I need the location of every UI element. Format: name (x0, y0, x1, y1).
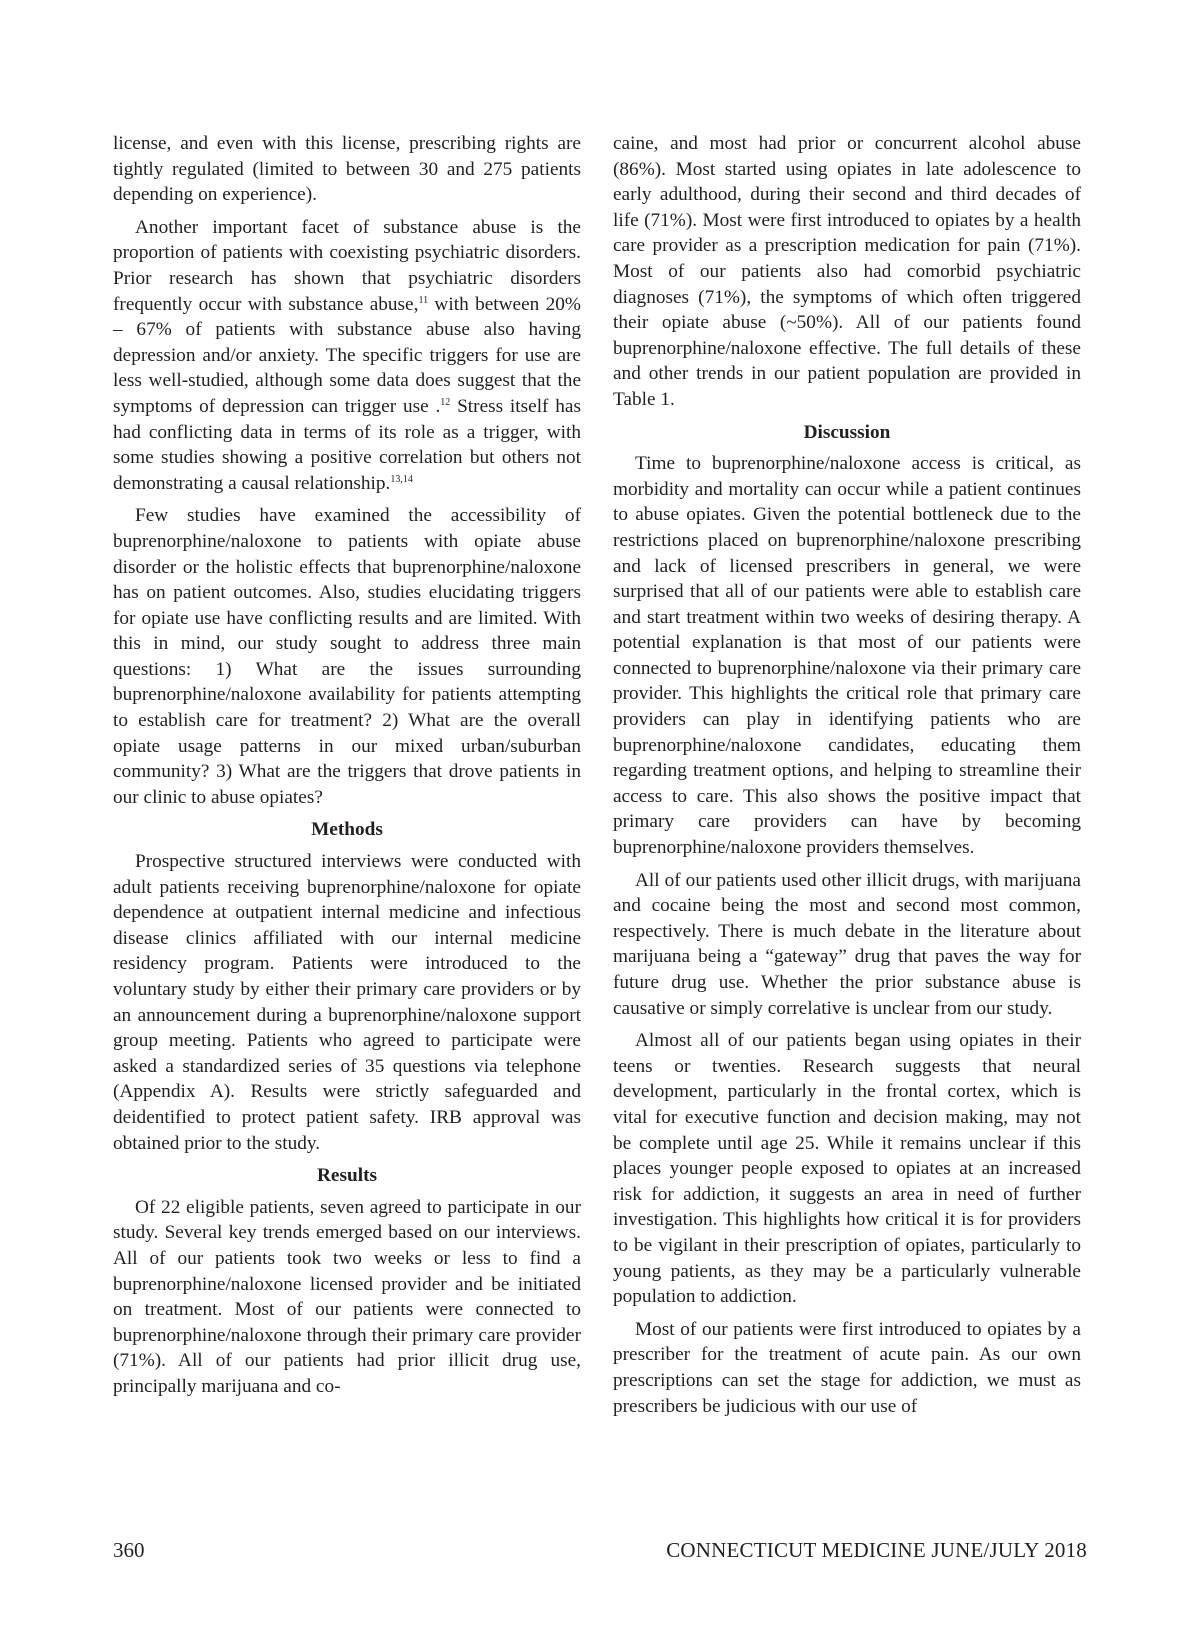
paragraph-illicit-drugs: All of our patients used other illicit drugs, with marijuana and cocaine being the most and second most common, respectively. There is much debate in the literature about marijuana being a “gateway” drug that paves the way for future drug use. Whether the prior substance abuse is causative or simply correlative is unclear from our study. (613, 869, 1081, 1019)
section-heading-results: Results (317, 1165, 377, 1187)
text-segment: with between 20% – 67% of patients with substance abuse also having depression and/or anxiety. The specific triggers for use are less well-studied, although some data does suggest that the symptoms of depression can trigger use . (113, 293, 581, 417)
page-number: 360 (113, 1538, 145, 1562)
text-segment: Stress itself has had conflicting data in terms of its role as a trigger, with some studies showing a positive correlation but others not demonstrating a causal relationship. (113, 395, 581, 494)
paragraph-psychiatric-disorders (113, 215, 581, 497)
paragraph-methods: Prospective structured interviews were conducted with adult patients receiving buprenorphine/naloxone for opiate dependence at outpatient internal medicine and infectious disease clinics affiliated with our internal medicine residency program. Patients were introduced to the voluntary study by either their primary care providers or by an announcement during a buprenorphine/naloxone support group meeting. Patients who agreed to participate were asked a standardized series of 35 questions via telephone (Appendix A). Results were strictly safeguarded and deidentified to protect patient safety. IRB approval was obtained prior to the study. (113, 851, 581, 1154)
paragraph-license-continuation: license, and even with this license, prescribing rights are tightly regulated (limited to between 30 and 275 patients depending on experience). (113, 133, 581, 206)
paragraph-results: Of 22 eligible patients, seven agreed to participate in our study. Several key trends emerged based on our interviews. All of our patients took two weeks or less to find a buprenorphine/naloxone licensed provider and be initiated on treatment. Most of our patients were connected to buprenorphine/naloxone through their primary care provider (71%). All of our patients had prior illicit drug use, principally marijuana and co- (113, 1196, 581, 1397)
journal-footer: CONNECTICUT MEDICINE JUNE/JULY 2018 (666, 1538, 1087, 1562)
paragraph-study-questions: Few studies have examined the accessibility of buprenorphine/naloxone to patients with opiate abuse disorder or the holistic effects that buprenorphine/naloxone has on patient outcomes. Also, studies elucidating triggers for opiate use have conflicting results and are limited. With this in mind, our study sought to address three main questions: 1) What are the issues surrounding buprenorphine/naloxone availability for patients attempting to establish care for treatment? 2) What are the overall opiate usage patterns in our mixed urban/suburban community? 3) What are the triggers that drove patients in our clinic to abuse opiates? (113, 505, 581, 808)
right-column (613, 131, 1081, 1426)
paragraph-prescriber-introduction: Most of our patients were first introduced to opiates by a prescriber for the treatment of acute pain. As our own prescriptions can set the stage for addiction, we must as prescribers be judicious with our use of (613, 1318, 1081, 1417)
paragraph-access-time: Time to buprenorphine/naloxone access is critical, as morbidity and mortality can occur while a patient continues to abuse opiates. Given the potential bottleneck due to the restrictions placed on buprenorphine/naloxone prescribing and lack of licensed prescribers in general, we were surprised that all of our patients were able to establish care and start treatment within two weeks of desiring therapy. A potential explanation is that most of our patients were connected to buprenorphine/naloxone via their primary care provider. This highlights the critical role that primary care providers can play in identifying patients who are buprenorphine/naloxone candidates, educating them regarding treatment options, and helping to streamline their access to care. This also shows the positive impact that primary care providers can have by becoming buprenorphine/naloxone providers themselves. (613, 453, 1081, 859)
section-heading-discussion: Discussion (803, 421, 891, 443)
citation-superscript: 11 (418, 294, 429, 306)
citation-superscript: 13,14 (390, 473, 413, 485)
paragraph-results-continuation: caine, and most had prior or concurrent alcohol abuse (86%). Most started using opiates in late adolescence to early adulthood, during their second and third decades of life (71%). Most were first introduced to opiates by a health care provider as a prescription medication for pain (71%). Most of our patients also had comorbid psychiatric diagnoses (71%), the symptoms of which often triggered their opiate abuse (~50%). All of our patients found buprenorphine/naloxone effective. The full details of these and other trends in our patient population are provided in Table 1. (613, 133, 1081, 410)
text-segment: Another important facet of substance abuse is the proportion of patients with coexisting psychiatric disorders. Prior research has shown that psychiatric disorders frequently occur with substance abuse, (113, 216, 581, 315)
citation-superscript: 12 (440, 396, 451, 408)
left-column (113, 131, 581, 1407)
paragraph-age-onset: Almost all of our patients began using opiates in their teens or twenties. Research suggests that neural development, particularly in the frontal cortex, which is vital for executive function and decision making, may not be complete until age 25. While it remains unclear if this places younger people exposed to opiates at an increased risk for addiction, it suggests an area in need of further investigation. This highlights how critical it is for providers to be vigilant in their prescription of opiates, particularly to young patients, as they may be a particularly vulnerable population to addiction. (613, 1030, 1081, 1308)
section-heading-methods: Methods (311, 819, 383, 841)
